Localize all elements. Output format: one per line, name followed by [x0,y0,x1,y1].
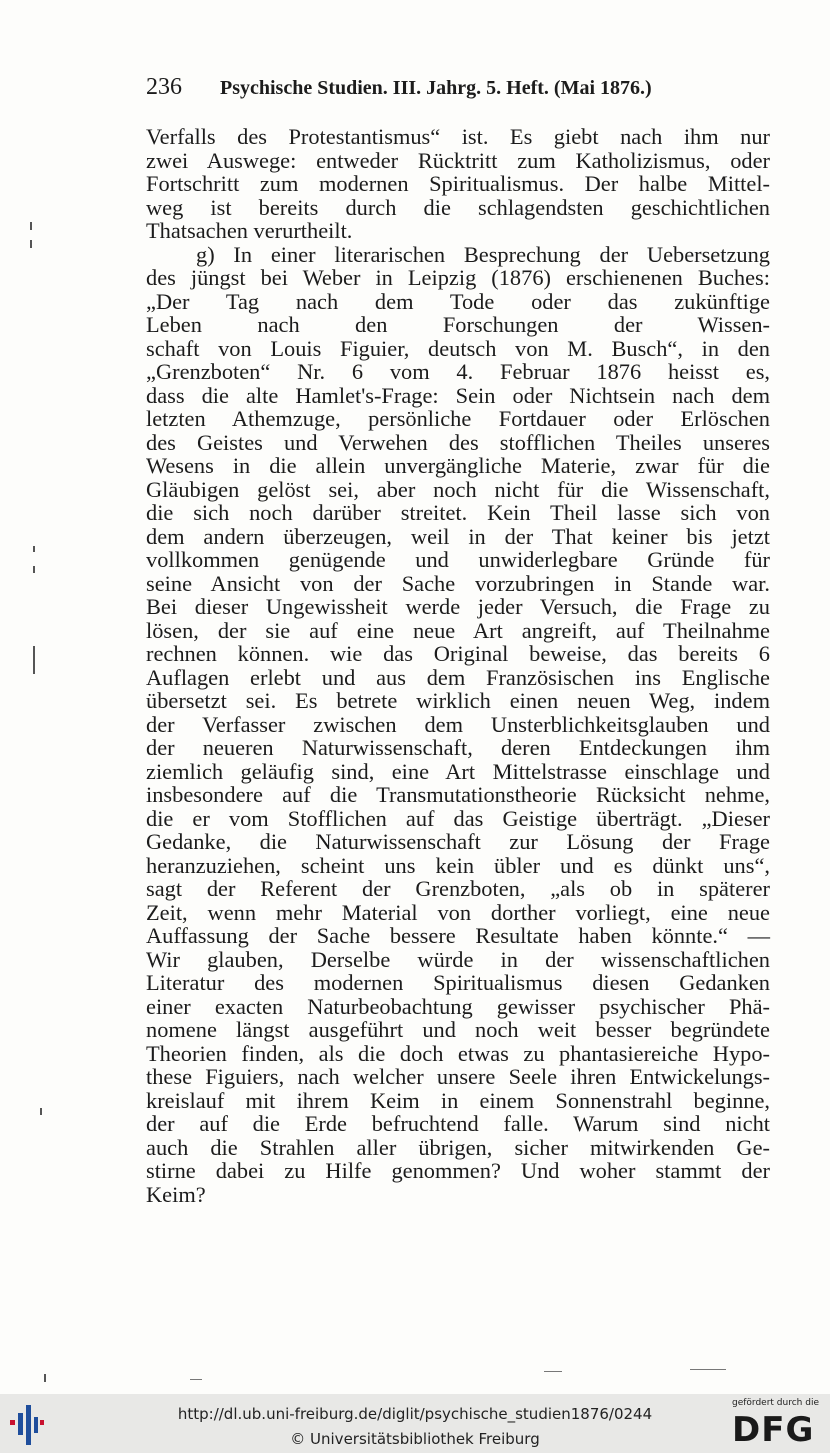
text-line: dem andern überzeugen, weil in der That keiner bis jetzt [146,523,770,549]
text-line: kreislauf mit ihrem Keim in einem Sonnenstrahl beginne, [146,1087,770,1113]
margin-mark [33,566,35,573]
text-line: einer exacten Naturbeobachtung gewisser psychischer Phä- [146,993,770,1019]
text-line: Zeit, wenn mehr Material von dorther vorliegt, eine neue [146,899,770,925]
text-line: Literatur des modernen Spiritualismus diesen Gedanken [146,970,770,995]
text-line: Wir glauben, Derselbe würde in der wissenschaftlichen [146,946,770,972]
text-line: Leben nach den Forschungen der Wissen- [146,312,770,337]
text-line: übersetzt sei. Es betrete wirklich einen neuen Weg, indem [146,688,770,713]
scan-dash [690,1369,726,1370]
scan-dash [544,1371,562,1372]
text-line: nomene längst ausgeführt und noch weit besser begründete [146,1017,770,1042]
text-line: vollkommen genügende und unwiderlegbare Gründe für [146,547,770,572]
text-line: weg ist bereits durch die schlagendsten geschichtlichen [146,194,770,220]
text-line: der neueren Naturwissenschaft, deren Entdeckungen ihm [146,735,770,760]
text-line: schaft von Louis Figuier, deutsch von M. Busch“, in den [146,335,770,361]
margin-mark [40,1108,42,1115]
text-line: Thatsachen verurtheilt. [146,218,353,243]
margin-mark [33,646,35,674]
text-line: des jüngst bei Weber in Leipzig (1876) erschienenen Buches: [146,265,770,290]
text-line: rechnen können. wie das Original beweise, das bereits 6 [146,641,770,666]
text-line: „Grenzboten“ Nr. 6 vom 4. Februar 1876 heisst es, [146,359,770,384]
text-line: Fortschritt zum modernen Spiritualismus. Der halbe Mittel- [146,171,770,196]
text-line: Auflagen erlebt und aus dem Französischen ins Englische [146,664,770,690]
text-line: lösen, der sie auf eine neue Art angreift, auf Theilnahme [146,617,770,643]
funding-caption: gefördert durch die [732,1398,819,1408]
margin-mark [30,240,32,248]
source-url-link[interactable]: http://dl.ub.uni-freiburg.de/diglit/psychische_studien1876/0244 [177,1405,653,1423]
text-line: letzten Athemzuge, persönliche Fortdauer oder Erlöschen [146,406,770,431]
text-line: stirne dabei zu Hilfe genommen? Und woher stammt der [146,1158,770,1183]
text-line: die er vom Stofflichen auf das Geistige überträgt. „Dieser [146,805,770,831]
running-header [146,74,706,104]
text-line: Gläubigen gelöst sei, aber noch nicht für die Wissenschaft, [146,476,770,502]
scan-dash [190,1379,202,1380]
text-line: des Geistes und Verwehen des stofflichen Theiles unseres [146,429,770,455]
text-line: ziemlich geläufig sind, eine Art Mittelstrasse einschlage und [146,758,770,784]
text-line: die sich noch darüber streitet. Kein Theil lasse sich von [146,500,770,525]
dfg-logo: DFG [732,1410,815,1450]
text-line: dass die alte Hamlet's-Frage: Sein oder Nichtsein nach dem [146,382,770,408]
text-line: Auffassung der Sache bessere Resultate haben könnte.“ — [146,923,770,948]
running-title: Psychische Studien. III. Jahrg. 5. Heft. (Mai 1876.) [220,77,652,99]
text-line: Gedanke, die Naturwissenschaft zur Lösung der Frage [146,829,770,854]
margin-mark [33,546,35,552]
text-line: Wesens in die allein unvergängliche Materie, zwar für die [146,453,770,478]
text-line: der auf die Erde befruchtend falle. Warum sind nicht [146,1111,770,1136]
text-line: Bei dieser Ungewissheit werde jeder Versuch, die Frage zu [146,594,770,619]
text-line: sagt der Referent der Grenzboten, „als ob in späterer [146,876,770,901]
text-line: auch die Strahlen aller übrigen, sicher mitwirkenden Ge- [146,1134,770,1160]
text-line: these Figuiers, nach welcher unsere Seele ihren Entwickelungs- [146,1064,770,1089]
copyright-notice: © Universitätsbibliothek Freiburg [290,1430,540,1448]
text-line: Verfalls des Protestantismus“ ist. Es giebt nach ihm nur [146,124,770,149]
text-line: seine Ansicht von der Sache vorzubringen in Stande war. [146,570,770,596]
margin-mark [30,222,32,230]
margin-mark [44,1374,46,1382]
text-line: „Der Tag nach dem Tode oder das zukünftige [146,288,770,314]
text-line: zwei Auswege: entweder Rücktritt zum Katholizismus, oder [146,147,770,173]
body-text [146,125,770,1206]
text-line: insbesondere auf die Transmutationstheorie Rücksicht nehme, [146,782,770,807]
page-number: 236 [146,74,182,100]
text-line: heranzuziehen, scheint uns kein übler und es dünkt uns“, [146,852,770,878]
text-line: der Verfasser zwischen dem Unsterblichkeitsglauben und [146,711,770,737]
text-line: Theorien finden, als die doch etwas zu phantasiereiche Hypo- [146,1040,770,1066]
text-line: g) In einer literarischen Besprechung der Uebersetzung [196,241,770,267]
text-line: Keim? [146,1181,206,1207]
